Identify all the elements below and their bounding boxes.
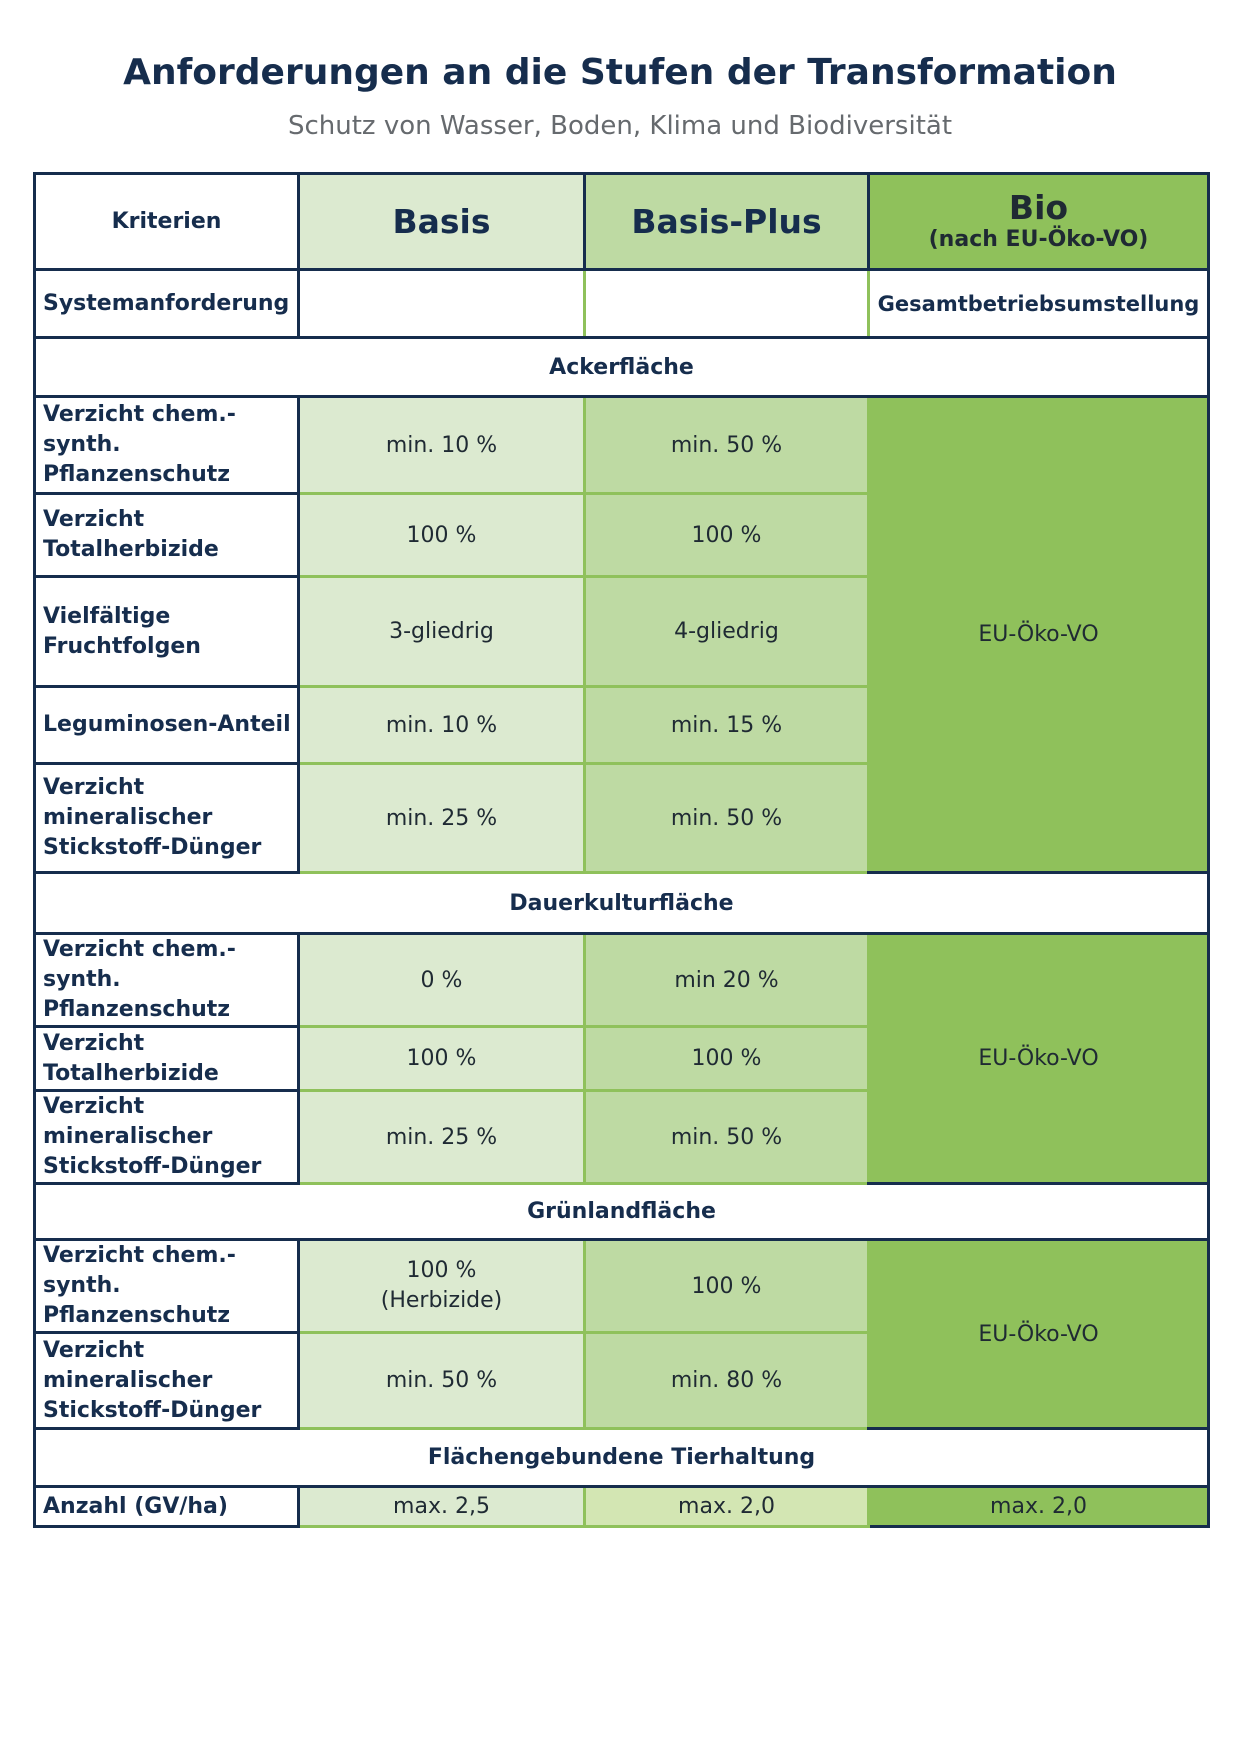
basis-value: min. 10 % bbox=[299, 397, 585, 494]
bio-value: EU-Öko-VO bbox=[869, 1240, 1209, 1429]
criterion-label: Verzicht mineralischer Stickstoff-Dünger bbox=[35, 1333, 299, 1429]
criterion-label: Verzicht Totalherbizide bbox=[35, 494, 299, 577]
criterion-label: Leguminosen-Anteil bbox=[35, 687, 299, 764]
basis-value bbox=[299, 1240, 585, 1333]
basis-plus-value: min. 15 % bbox=[585, 687, 869, 764]
column-header-basis-plus: Basis-Plus bbox=[585, 174, 869, 270]
header-row bbox=[35, 174, 1209, 270]
section-gruenland: Grünlandfläche bbox=[35, 1184, 1209, 1240]
basis-plus-value: 4-gliedrig bbox=[585, 577, 869, 687]
basis-plus-value: max. 2,0 bbox=[585, 1487, 869, 1527]
basis-plus-value: min 20 % bbox=[585, 934, 869, 1027]
basis-plus-value: min. 80 % bbox=[585, 1333, 869, 1429]
section-dauerkultur: Dauerkulturfläche bbox=[35, 873, 1209, 934]
section-row bbox=[35, 1429, 1209, 1487]
bio-value: EU-Öko-VO bbox=[869, 397, 1209, 873]
basis-value: max. 2,5 bbox=[299, 1487, 585, 1527]
table-row bbox=[35, 397, 1209, 494]
basis-value: min. 50 % bbox=[299, 1333, 585, 1429]
page-title: Anforderungen an die Stufen der Transformation bbox=[123, 52, 1117, 93]
basis-value: 100 % bbox=[299, 1027, 585, 1091]
system-row bbox=[35, 270, 1209, 338]
criterion-label: Verzicht Totalherbizide bbox=[35, 1027, 299, 1091]
basis-plus-value: min. 50 % bbox=[585, 1091, 869, 1184]
section-row bbox=[35, 338, 1209, 397]
table-row bbox=[35, 934, 1209, 1027]
table-row bbox=[35, 1240, 1209, 1333]
bio-title: Bio bbox=[1008, 187, 1069, 227]
system-basis-plus bbox=[585, 270, 869, 338]
section-row bbox=[35, 1184, 1209, 1240]
criterion-label: Verzicht mineralischer Stickstoff-Dünger bbox=[35, 764, 299, 873]
basis-value: 3-gliedrig bbox=[299, 577, 585, 687]
bio-value: EU-Öko-VO bbox=[869, 934, 1209, 1184]
section-row bbox=[35, 873, 1209, 934]
section-tierhaltung: Flächengebundene Tierhaltung bbox=[35, 1429, 1209, 1487]
criterion-label: Verzicht chem.-synth. Pflanzenschutz bbox=[35, 934, 299, 1027]
basis-value: min. 10 % bbox=[299, 687, 585, 764]
basis-plus-value: min. 50 % bbox=[585, 764, 869, 873]
column-header-basis: Basis bbox=[299, 174, 585, 270]
column-header-bio bbox=[869, 174, 1209, 270]
basis-plus-value: 100 % bbox=[585, 494, 869, 577]
basis-value: min. 25 % bbox=[299, 1091, 585, 1184]
basis-value: min. 25 % bbox=[299, 764, 585, 873]
basis-plus-value: 100 % bbox=[585, 1027, 869, 1091]
table-row bbox=[35, 1487, 1209, 1527]
criterion-label: Verzicht mineralischer Stickstoff-Dünger bbox=[35, 1091, 299, 1184]
system-label: Systemanforderung bbox=[35, 270, 299, 338]
requirements-table bbox=[33, 172, 1210, 1528]
section-ackerflaeche: Ackerfläche bbox=[35, 338, 1209, 397]
bio-value: max. 2,0 bbox=[869, 1487, 1209, 1527]
system-basis bbox=[299, 270, 585, 338]
basis-value-main: 100 % bbox=[406, 1258, 477, 1283]
system-bio: Gesamtbetriebsumstellung bbox=[869, 270, 1209, 338]
criterion-label: Anzahl (GV/ha) bbox=[35, 1487, 299, 1527]
criterion-label: Vielfältige Fruchtfolgen bbox=[35, 577, 299, 687]
bio-subtitle: (nach EU-Öko-VO) bbox=[928, 226, 1149, 252]
basis-value: 0 % bbox=[299, 934, 585, 1027]
page-subtitle: Schutz von Wasser, Boden, Klima und Biodiversität bbox=[287, 111, 953, 141]
criterion-label: Verzicht chem.-synth. Pflanzenschutz bbox=[35, 397, 299, 494]
column-header-criteria: Kriterien bbox=[35, 174, 299, 270]
basis-plus-value: min. 50 % bbox=[585, 397, 869, 494]
basis-value: 100 % bbox=[299, 494, 585, 577]
basis-plus-value: 100 % bbox=[585, 1240, 869, 1333]
criterion-label: Verzicht chem.-synth. Pflanzenschutz bbox=[35, 1240, 299, 1333]
basis-value-note: (Herbizide) bbox=[380, 1288, 503, 1313]
